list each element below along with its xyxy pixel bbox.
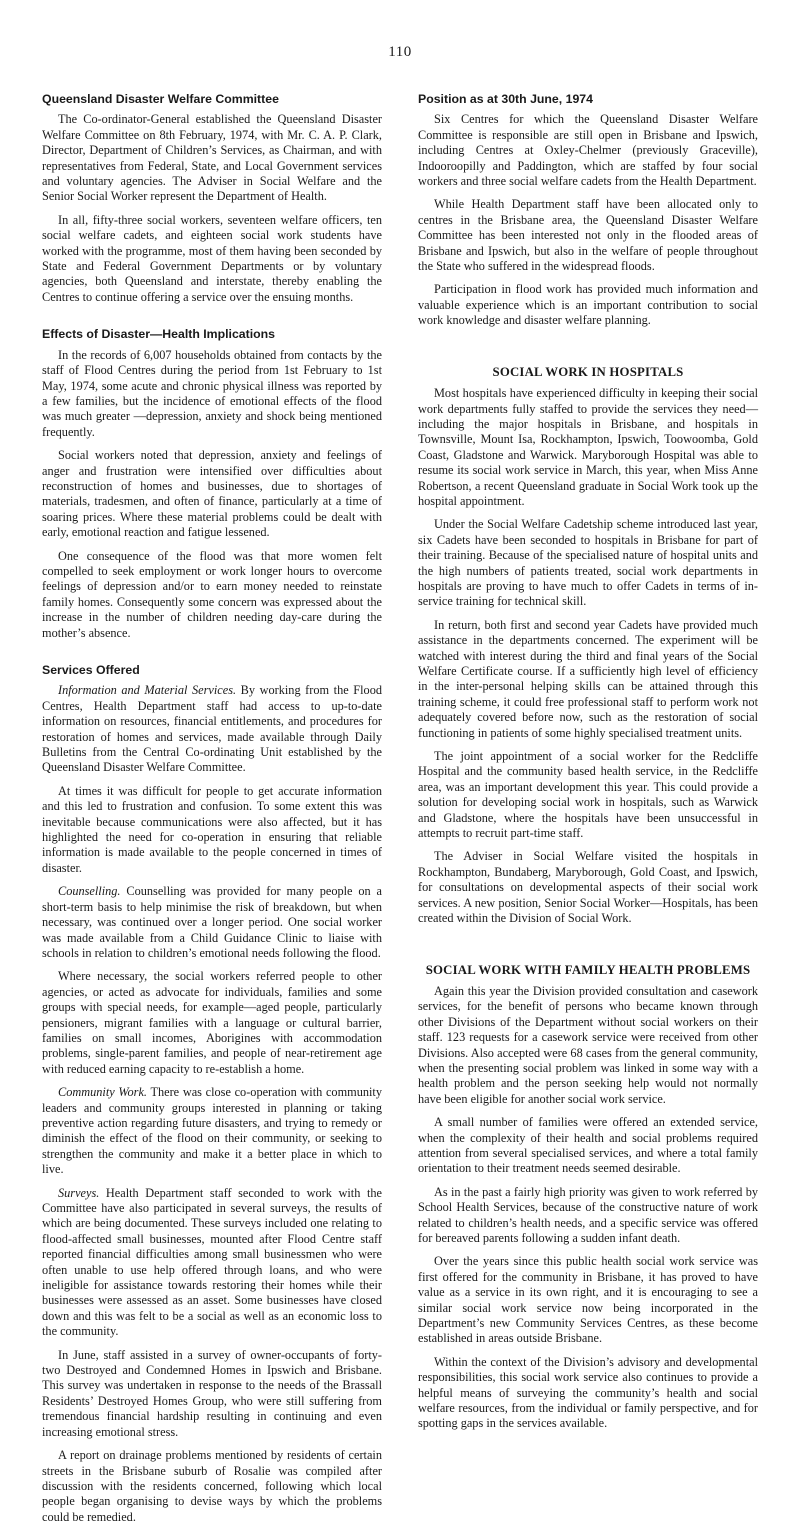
paragraph: In the records of 6,007 households obtained from contacts by the staff of Flood Centres during the period from 1st February to 1st May, 1974, some acute and chronic physical illness was reported by a few families, but the incidence of emotional effects of the flood was much greater —depression, anxiety and shock being mentioned frequently. — [42, 347, 382, 439]
section-services — [42, 663, 382, 1525]
paragraph: Under the Social Welfare Cadetship scheme introduced last year, six Cadets have been seconded to hospitals in Brisbane for part of their training. Because of the specialised nature of hospital units and the high numbers of patients treated, social work departments in hospitals are proving to have much to offer Cadets in terms of in-service training for technical skill. — [418, 517, 758, 609]
heading-services: Services Offered — [42, 663, 140, 677]
right-column — [418, 92, 758, 1440]
paragraph: Participation in flood work has provided much information and valuable experience which is an important contribution to social work knowledge and disaster welfare planning. — [418, 282, 758, 328]
paragraph: A small number of families were offered an extended service, when the complexity of their health and social problems required attention from several specialised services, and where a total family orientation to their treatment needs seemed desirable. — [418, 1115, 758, 1176]
paragraph: One consequence of the flood was that more women felt compelled to seek employment or work longer hours to overcome feelings of depression and/or to earn money needed to reinstate family homes. Consequently some concern was expressed about the increase in the number of children needing day-care during the mother’s absence. — [42, 548, 382, 640]
heading-qdwc: Queensland Disaster Welfare Committee — [42, 92, 279, 106]
paragraph: Within the context of the Division’s advisory and developmental responsibilities, this social work service also continues to provide a helpful means of surveying the community’s health and social welfare resources, from the individual or family perspective, and for spotting gaps in the services available. — [418, 1354, 758, 1431]
heading-effects: Effects of Disaster—Health Implications — [42, 327, 276, 342]
paragraph: At times it was difficult for people to get accurate information and this led to frustration and confusion. To some extent this was inevitable because communications were also affected, but it has highlighted the need for co-operation in ensuring that reliable information is made available to the people concerned in times of disaster. — [42, 783, 382, 875]
heading-hospitals: SOCIAL WORK IN HOSPITALS — [492, 364, 684, 379]
paragraph: The Co-ordinator-General established the Queensland Disaster Welfare Committee on 8th February, 1974, with Mr. C. A. P. Clark, Director, Department of Children’s Services, as Chairman, and with representatives from Federal, State, and Local Government services and voluntary agencies. The Adviser in Social Welfare and the Senior Social Worker represent the Department of Health. — [42, 112, 382, 204]
run-in-heading: Counselling. — [58, 884, 121, 899]
paragraph: Social workers noted that depression, anxiety and feelings of anger and frustration were intensified over difficulties about reconstruction of homes and businesses, due to shortages of materials, tradesmen, and often of finance, particularly at a time of soaring prices. Where these material problems could be dealt with early, emotional reaction and fatigue lessened. — [42, 448, 382, 540]
paragraph-information — [42, 683, 382, 775]
paragraph-community-work — [42, 1085, 382, 1177]
paragraph-text: There was close co-operation with community leaders and community groups interested in planning or taking preventive action regarding future disasters, and trying to remedy or diminish the effect of the flood on their community, or seeking to strengthen the community and make it a better place in which to live. — [42, 1085, 382, 1177]
paragraph-surveys — [42, 1186, 382, 1340]
section-qdwc — [42, 92, 382, 305]
page-number: 110 — [388, 44, 412, 60]
section-position — [418, 92, 758, 329]
section-hospitals — [418, 365, 758, 927]
paragraph: While Health Department staff have been allocated only to centres in the Brisbane area, the Queensland Disaster Welfare Committee has been interested not only in the flooded areas of Brisbane and Ipswich, but also in the welfare of people throughout the State who suffered in the widespread floods. — [418, 197, 758, 274]
paragraph: Where necessary, the social workers referred people to other agencies, or acted as advocate for individuals, families and some groups with special needs, for example—aged people, particularly pensioners, migrant families with a language or cultural barrier, families on small incomes, Aborigines with accommodation problems, single-parent families, and people of near-retirement age with reduced earning capacity to re-establish a home. — [42, 969, 382, 1076]
paragraph-text: Health Department staff seconded to work with the Committee have also participated in several surveys, the results of which are being documented. These surveys included one relating to flood-affected small businesses, mounted after Flood Centre staff reported financial difficulties among small businessmen who were often unable to use help offered through loans, and who were ineligible for assistance towards restoring their homes while their businesses were assessed as an asset. Some businesses have closed down and this was felt to be a social as well as an economic loss to the community. — [42, 1185, 382, 1339]
run-in-heading: Community Work. — [58, 1085, 147, 1100]
paragraph: In return, both first and second year Cadets have provided much assistance in the departments concerned. The experiment will be watched with interest during the third and final years of the Social Welfare Certificate course. If a sufficiently high level of efficiency in the inter-personal helping skills can be attained through this training scheme, it could free professional staff to perform work not adequately covered before now, such as the restoration of social functioning in patients of some highly specialised treatment units. — [418, 617, 758, 740]
run-in-heading: Surveys. — [58, 1185, 100, 1200]
section-effects — [42, 327, 382, 641]
paragraph: The joint appointment of a social worker for the Redcliffe Hospital and the community based health service, in the Redcliffe area, was an important development this year. This could provide a solution for developing social work in hospitals, such as Warwick and Gladstone, where the hospitals have been unsuccessful in attempts to recruit part-time staff. — [418, 749, 758, 841]
heading-family-health: SOCIAL WORK WITH FAMILY HEALTH PROBLEMS — [425, 962, 751, 977]
paragraph: Most hospitals have experienced difficulty in keeping their social work departments fully staffed to provide the services they need—including the major hospitals in Brisbane, and hospitals in Townsville, Mount Isa, Rockhampton, Ipswich, Toowoomba, Gold Coast, Gladstone and Warwick. Maryborough Hospital was able to resume its social work service in March, this year, when Miss Anne Robertson, a recent Queensland graduate in Social Work took up the hospital appointment. — [418, 386, 758, 508]
paragraph: In June, staff assisted in a survey of owner-occupants of forty-two Destroyed and Condemned Homes in Ipswich and Brisbane. This survey was undertaken in response to the needs of the Brassall Residents’ Destroyed Homes Group, who were still suffering from tremendous financial hardship resulting in continuing and even increasing emotional stress. — [42, 1347, 382, 1439]
heading-position: Position as at 30th June, 1974 — [418, 92, 593, 106]
paragraph: In all, fifty-three social workers, seventeen welfare officers, ten social welfare cadets, and eighteen social work students have worked with the programme, most of them having been seconded by State and Federal Government Departments or by voluntary agencies, both Queensland and interstate, thereby enabling the Centres to continue offering a service over the ensuing months. — [42, 212, 382, 304]
paragraph: As in the past a fairly high priority was given to work referred by School Health Services, because of the constructive nature of work related to children’s health needs, and a specific service was offered for bereaved parents following a sudden infant death. — [418, 1184, 758, 1245]
paragraph: Again this year the Division provided consultation and casework services, for the benefit of persons who became known through other Divisions of the Department without social workers on their staff. 123 requests for a casework service were received from other Divisions. Also accepted were 68 cases from the general community, when the presenting social problem was linked in some way with a health problem and the person seeking help would not normally have been eligible for another social work service. — [418, 983, 758, 1106]
left-column — [42, 92, 382, 1533]
paragraph: A report on drainage problems mentioned by residents of certain streets in the Brisbane suburb of Rosalie was compiled after discussion with the residents concerned, following which local people began organising to devise ways by which the problems could be remedied. — [42, 1448, 382, 1524]
paragraph-counselling — [42, 884, 382, 961]
paragraph-text: Counselling was provided for many people on a short-term basis to help minimise the risk of breakdown, but when necessary, was continued over a longer period. One social worker was made available from a Child Guidance Clinic to liaise with schools in relation to children’s emotional needs following the flood. — [42, 884, 382, 960]
section-family-health — [418, 963, 758, 1432]
run-in-heading: Information and Material Services. — [58, 683, 237, 698]
paragraph-text: By working from the Flood Centres, Health Department staff had access to up-to-date information on resources, financial entitlements, and procedures for restoration of homes and services, made available through Daily Bulletins from the Central Co-ordinating Unit established by the Queensland Disaster Welfare Committee. — [42, 683, 382, 775]
paragraph: The Adviser in Social Welfare visited the hospitals in Rockhampton, Bundaberg, Maryborough, Gold Coast, and Ipswich, for consultations on developmental aspects of their social work services. A new position, Senior Social Worker—Hospitals, has been created within the Division of Social Work. — [418, 849, 758, 926]
paragraph: Over the years since this public health social work service was first offered for the community in Brisbane, it has proved to have value as a service in its own right, and it is encouraging to see a similar social work service now being incorporated in the Department’s new Community Services Centres, as these become established in areas outside Brisbane. — [418, 1254, 758, 1346]
paragraph: Six Centres for which the Queensland Disaster Welfare Committee is responsible are still open in Brisbane and Ipswich, including Centres at Oxley-Chelmer (previously Graceville), Indooroopilly and Paddington, which are staffed by four social workers and three social welfare cadets from the Health Department. — [418, 112, 758, 189]
